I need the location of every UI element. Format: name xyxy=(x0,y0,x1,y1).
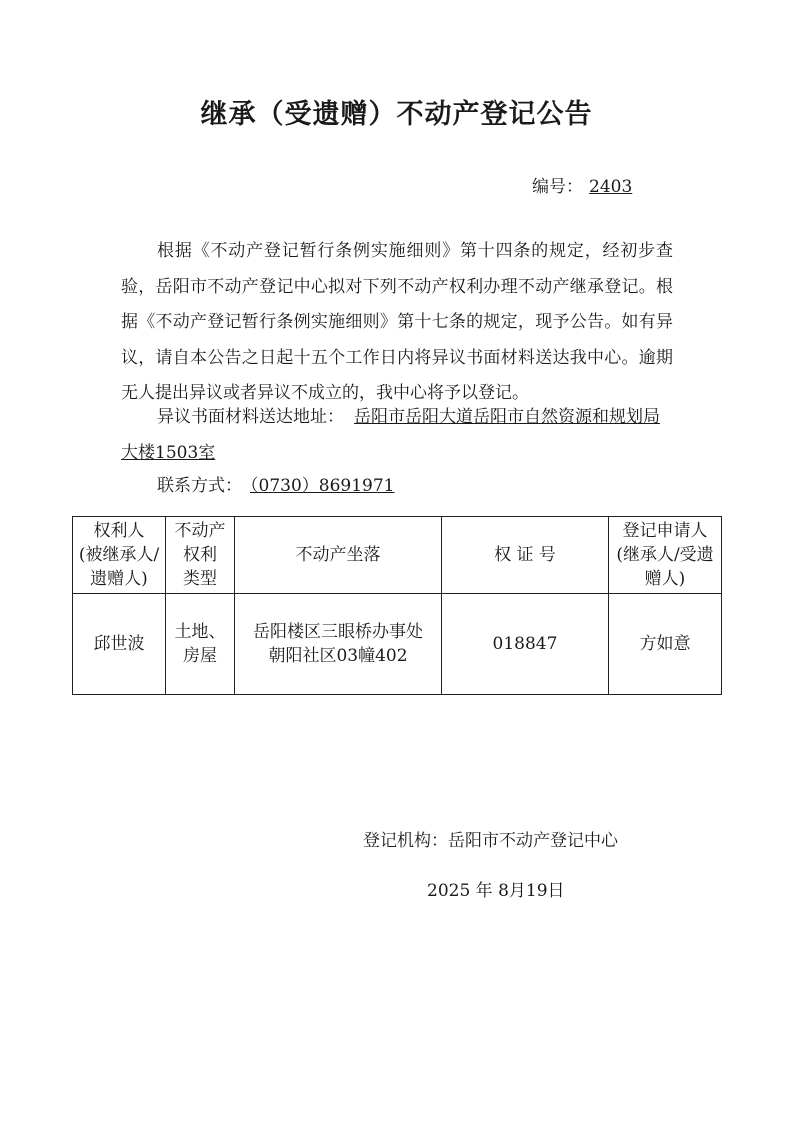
document-number xyxy=(532,172,632,197)
cell-owner: 邱世波 xyxy=(73,594,166,695)
authority-label: 登记机构： xyxy=(363,831,448,851)
cell-certificate: 018847 xyxy=(442,594,609,695)
header-owner-line: 遗赠人) xyxy=(90,569,148,589)
authority-value: 岳阳市不动产登记中心 xyxy=(448,831,618,851)
header-applicant-line: 登记申请人 xyxy=(622,521,708,541)
table-header-row xyxy=(73,517,722,594)
table-row xyxy=(73,594,722,695)
header-location: 不动产坐落 xyxy=(235,517,442,594)
announcement-date: 2025 年 8月19日 xyxy=(427,881,565,901)
header-owner-line: 权利人 xyxy=(93,521,145,541)
cell-right-type xyxy=(166,594,235,695)
header-owner-line: (被继承人/ xyxy=(78,545,160,565)
contact-info xyxy=(157,471,414,501)
header-owner xyxy=(73,517,166,594)
header-certificate: 权 证 号 xyxy=(442,517,609,594)
document-number-value: 2403 xyxy=(589,177,633,197)
objection-address xyxy=(121,400,673,471)
header-applicant-line: 赠人) xyxy=(644,569,686,589)
header-applicant-line: (继承人/受遗 xyxy=(616,545,714,565)
document-number-label: 编号： xyxy=(532,177,583,197)
header-type-line: 不动产 xyxy=(174,521,226,541)
cell-type-line: 房屋 xyxy=(183,646,217,666)
contact-phone: （0730）8691971 xyxy=(250,476,395,496)
registration-table xyxy=(72,516,722,695)
header-applicant xyxy=(609,517,722,594)
contact-label: 联系方式： xyxy=(157,476,242,496)
announcement-body: 根据《不动产登记暂行条例实施细则》第十四条的规定，经初步查验，岳阳市不动产登记中心拟对下列不动产权利办理不动产继承登记。根据《不动产登记暂行条例实施细则》第十七条的规定，现予公告。如有异议，请自本公告之日起十五个工作日内将异议书面材料送达我中心。逾期无人提出异议或者异议不成立的，我中心将予以登记。 xyxy=(121,241,673,403)
cell-location xyxy=(235,594,442,695)
registration-authority xyxy=(363,826,618,851)
cell-location-line: 岳阳楼区三眼桥办事处 xyxy=(253,622,423,642)
cell-location-line: 朝阳社区03幢402 xyxy=(268,646,408,666)
page-title: 继承（受遗赠）不动产登记公告 xyxy=(200,99,593,130)
header-type-line: 类型 xyxy=(183,569,217,589)
header-type-line: 权利 xyxy=(183,545,217,565)
header-right-type xyxy=(166,517,235,594)
objection-address-value: 岳阳市岳阳大道岳阳市自然资源和规划局大楼1503室 xyxy=(121,407,660,463)
objection-address-label: 异议书面材料送达地址： xyxy=(157,407,344,427)
cell-applicant: 方如意 xyxy=(609,594,722,695)
cell-type-line: 土地、 xyxy=(174,622,226,642)
